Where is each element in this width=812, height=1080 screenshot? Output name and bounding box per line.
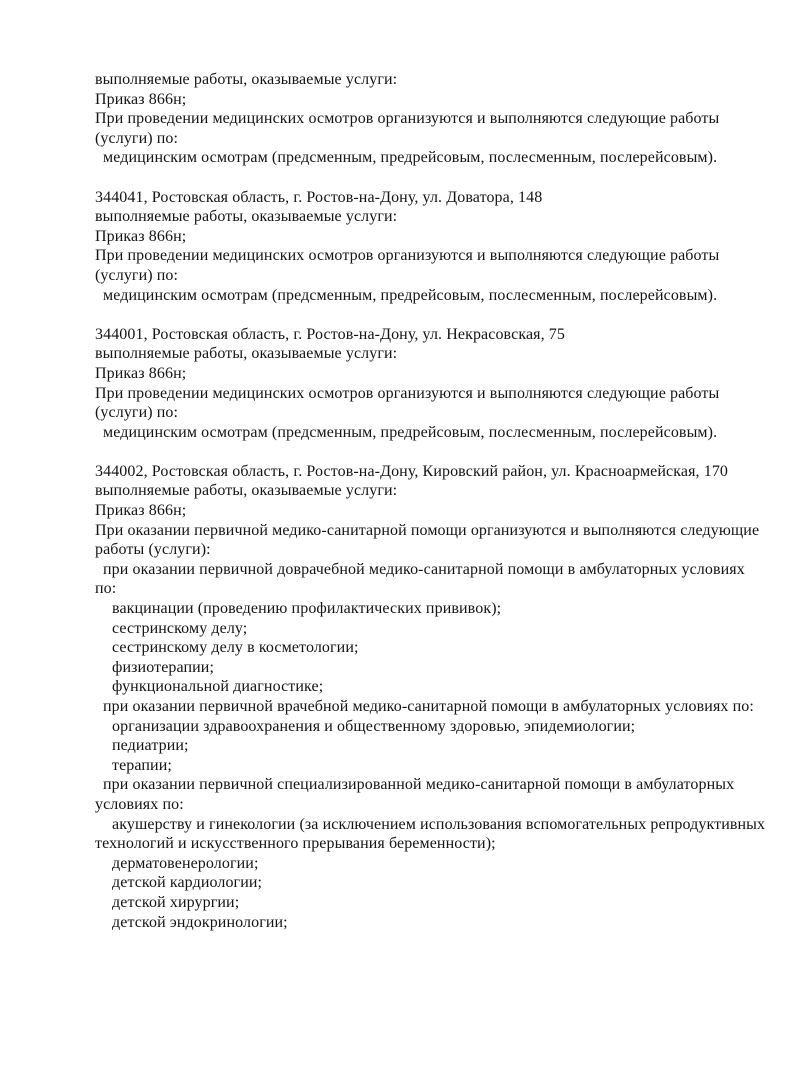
- text-line: медицинским осмотрам (предсменным, предрейсовым, послесменным, послерейсовым).: [103, 286, 718, 304]
- text-line: акушерству и гинекологии (за исключением использования вспомогательных репродуктивных: [112, 815, 766, 833]
- block-address-344041: [95, 188, 772, 306]
- text-line: (услуги) по:: [95, 266, 179, 284]
- text-line: выполняемые работы, оказываемые услуги:: [95, 482, 398, 500]
- text-line: (услуги) по:: [95, 129, 179, 147]
- text-line: педиатрии;: [112, 737, 189, 755]
- text-line: сестринскому делу;: [112, 619, 248, 637]
- text-line: 344001, Ростовская область, г. Ростов-на-Дону, ул. Некрасовская, 75: [95, 325, 566, 343]
- text-line: медицинским осмотрам (предсменным, предрейсовым, послесменным, послерейсовым).: [103, 149, 718, 167]
- text-line: детской эндокринологии;: [112, 913, 288, 931]
- document-body: [95, 70, 772, 932]
- text-line: физиотерапии;: [112, 658, 215, 676]
- text-line: (услуги) по:: [95, 404, 179, 422]
- text-line: При оказании первичной медико-санитарной помощи организуются и выполняются следующие: [95, 521, 760, 539]
- text-line: при оказании первичной специализированной медико-санитарной помощи в амбулаторных: [103, 776, 735, 794]
- text-line: Приказ 866н;: [95, 502, 187, 520]
- text-line: функциональной диагностике;: [112, 678, 324, 696]
- text-line: детской кардиологии;: [112, 874, 263, 892]
- text-line: сестринскому делу в косметологии;: [112, 639, 359, 657]
- text-line: выполняемые работы, оказываемые услуги:: [95, 345, 398, 363]
- block-address-344002: [95, 462, 772, 932]
- text-line: терапии;: [112, 756, 172, 774]
- text-line: вакцинации (проведению профилактических прививок);: [112, 600, 502, 618]
- text-line: 344002, Ростовская область, г. Ростов-на-Дону, Кировский район, ул. Красноармейская, 170: [95, 462, 729, 480]
- text-line: технологий и искусственного прерывания беременности);: [95, 835, 496, 853]
- text-line: выполняемые работы, оказываемые услуги:: [95, 208, 398, 226]
- text-line: При проведении медицинских осмотров организуются и выполняются следующие работы: [95, 384, 720, 402]
- text-line: при оказании первичной доврачебной медико-санитарной помощи в амбулаторных условиях: [103, 560, 745, 578]
- text-line: Приказ 866н;: [95, 364, 187, 382]
- text-line: работы (услуги):: [95, 541, 211, 559]
- block-services-continuation-top: [95, 70, 772, 168]
- text-line: детской хирургии;: [112, 893, 240, 911]
- text-line: условиях по:: [95, 795, 184, 813]
- text-line: Приказ 866н;: [95, 90, 187, 108]
- text-line: по:: [95, 580, 117, 598]
- text-line: при оказании первичной врачебной медико-санитарной помощи в амбулаторных условиях по:: [103, 698, 754, 715]
- text-line: Приказ 866н;: [95, 227, 187, 245]
- text-line: При проведении медицинских осмотров организуются и выполняются следующие работы: [95, 247, 720, 265]
- text-line: При проведении медицинских осмотров организуются и выполняются следующие работы: [95, 110, 720, 128]
- text-line: 344041, Ростовская область, г. Ростов-на-Дону, ул. Доватора, 148: [95, 188, 543, 206]
- text-line: дерматовенерологии;: [112, 854, 259, 872]
- text-line: организации здравоохранения и общественному здоровью, эпидемиологии;: [112, 717, 636, 735]
- text-line: медицинским осмотрам (предсменным, предрейсовым, послесменным, послерейсовым).: [103, 423, 718, 441]
- block-address-344001: [95, 325, 772, 443]
- text-line: выполняемые работы, оказываемые услуги:: [95, 71, 398, 88]
